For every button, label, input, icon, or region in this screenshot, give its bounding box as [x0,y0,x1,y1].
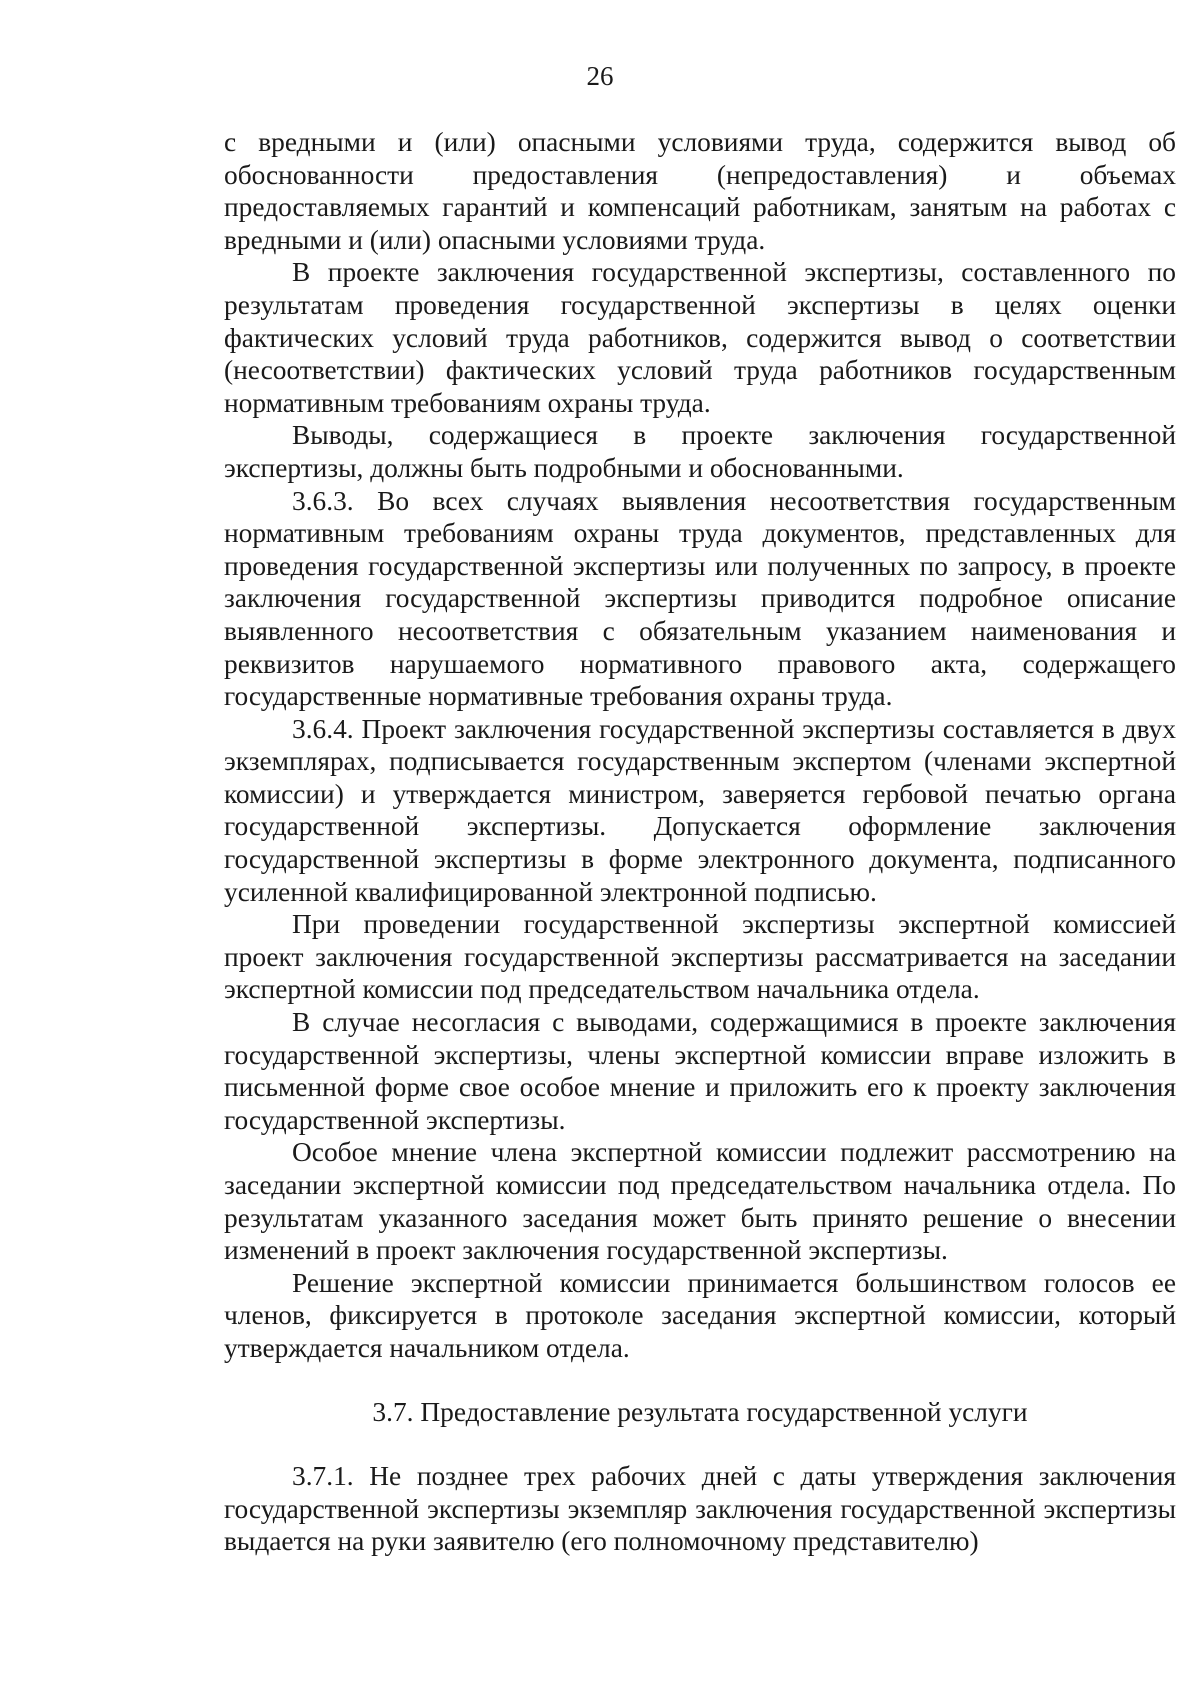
paragraph-3-6-4: 3.6.4. Проект заключения государственной экспертизы составляется в двух экземплярах, подписывается государственным экспертом (членами экспертной комиссии) и утверждается министром, заверяется гербовой печатью органа государственной экспертизы. Допускается оформление заключения государственной экспертизы в форме электронного документа, подписанного усиленной квалифицированной электронной подписью. [224,713,1176,907]
paragraph-special-opinion: Особое мнение члена экспертной комиссии подлежит рассмотрению на заседании экспертной комиссии под председательством начальника отдела. По результатам указанного заседания может быть принято решение о внесении изменений в проект заключения государственной экспертизы. [224,1137,1176,1266]
paragraph-continuation: с вредными и (или) опасными условиями труда, содержится вывод об обоснованности предоставления (непредоставления) и объемах предоставляемых гарантий и компенсаций работникам, занятым на работах с вредными и (или) опасными условиями труда. [224,127,1176,255]
paragraph-3-6-3: 3.6.3. Во всех случаях выявления несоответствия государственным нормативным требованиям охраны труда документов, представленных для проведения государственной экспертизы или полученных по запросу, в проекте заключения государственной экспертизы приводится подробное описание выявленного несоответствия с обязательным указанием наименования и реквизитов нарушаемого нормативного правового акта, содержащего государственные нормативные требования охраны труда. [224,485,1176,712]
paragraph-disagreement: В случае несогласия с выводами, содержащимися в проекте заключения государственной экспертизы, члены экспертной комиссии вправе изложить в письменной форме свое особое мнение и приложить его к проекту заключения государственной экспертизы. [224,1007,1176,1135]
paragraph-conclusions-detailed: Выводы, содержащиеся в проекте заключения государственной экспертизы, должны быть подробными и обоснованными. [224,420,1176,483]
section-heading-3-7: 3.7. Предоставление результата государственной услуги [372,1396,1028,1427]
paragraph-commission-review: При проведении государственной экспертизы экспертной комиссией проект заключения государственной экспертизы рассматривается на заседании экспертной комиссии под председательством начальника отдела. [224,909,1176,1005]
paragraph-commission-decision: Решение экспертной комиссии принимается большинством голосов ее членов, фиксируется в протоколе заседания экспертной комиссии, который утверждается начальником отдела. [224,1267,1176,1363]
page-number: 26 [586,61,614,91]
paragraph-3-7-1: 3.7.1. Не позднее трех рабочих дней с даты утверждения заключения государственной экспертизы экземпляр заключения государственной экспертизы выдается на руки заявителю (его полномочному представителю) [224,1461,1176,1557]
document-body [224,126,1176,1558]
paragraph-conclusion-working-conditions: В проекте заключения государственной экспертизы, составленного по результатам проведения государственной экспертизы в целях оценки фактических условий труда работников, содержится вывод о соответствии (несоответствии) фактических условий труда работников государственным нормативным требованиям охраны труда. [224,257,1176,418]
